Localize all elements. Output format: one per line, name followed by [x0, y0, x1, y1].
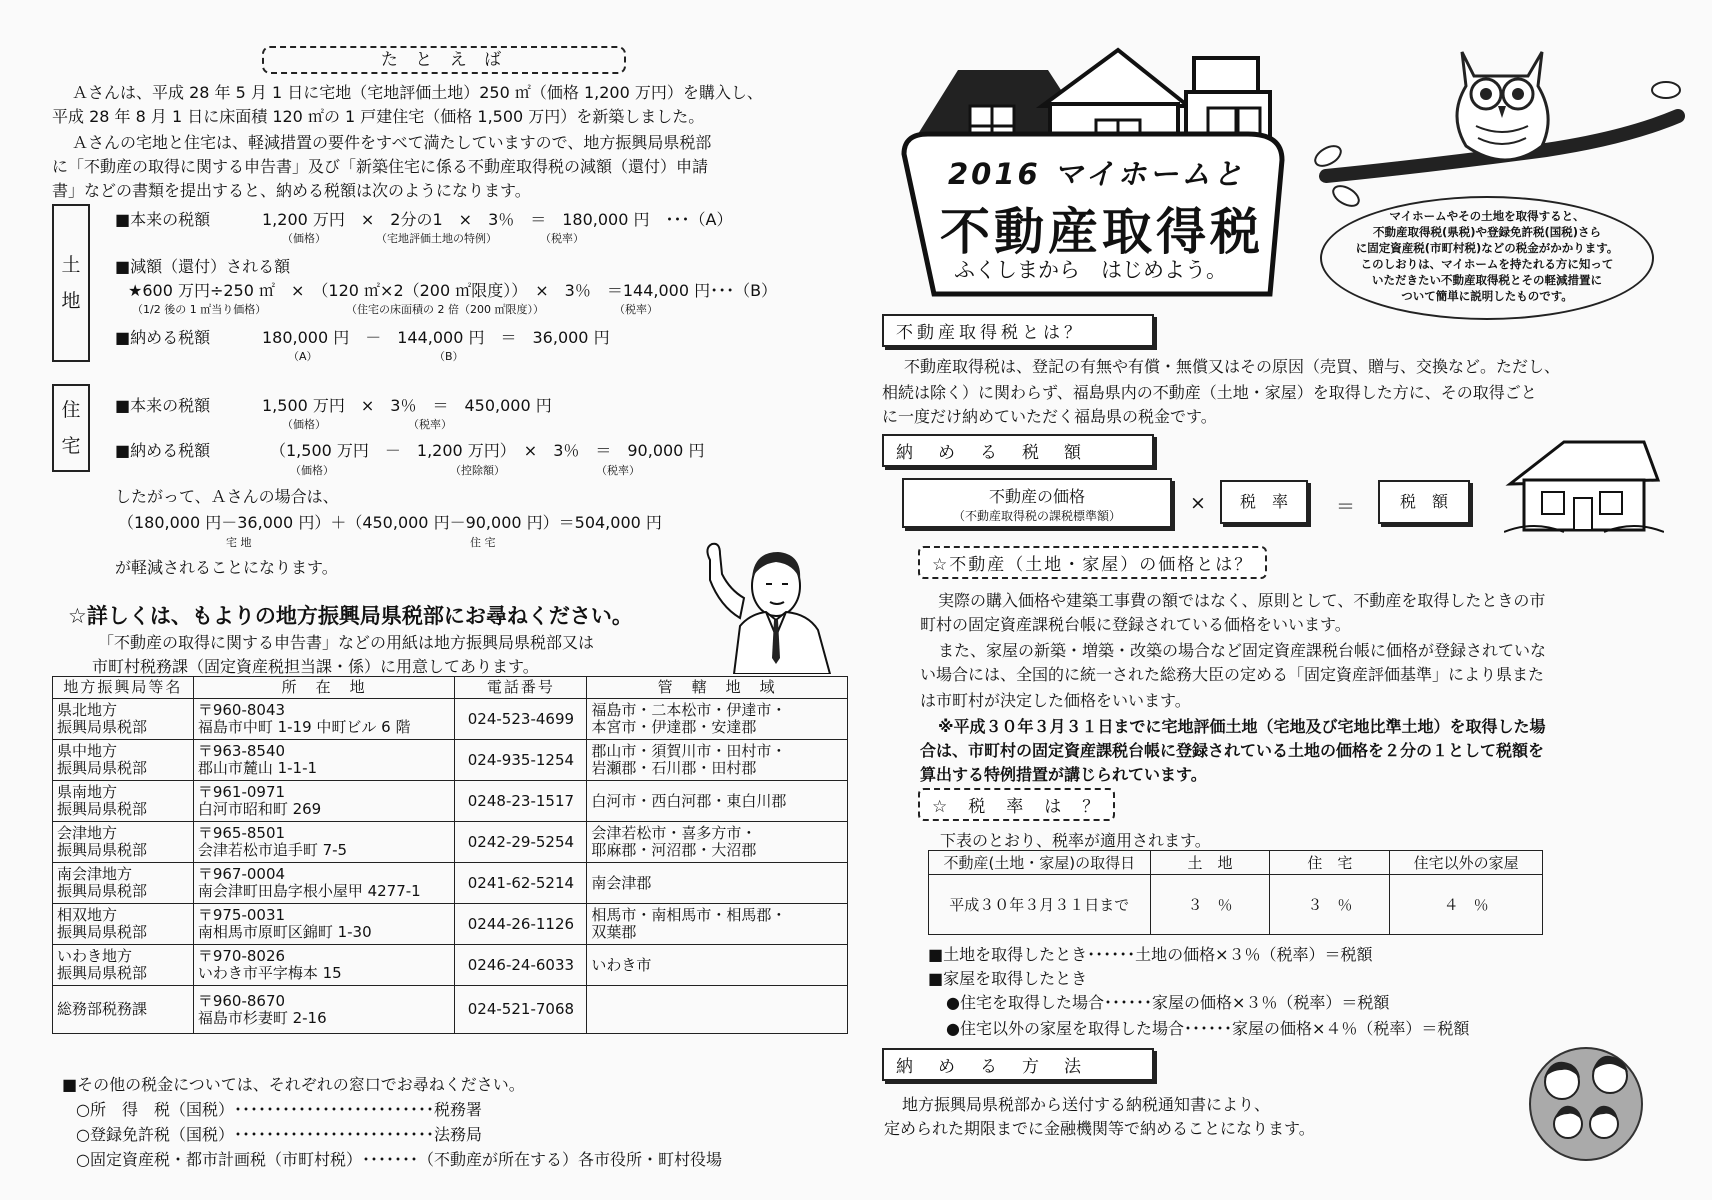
rate-intro: 下表のとおり、税率が適用されます。 — [940, 831, 1211, 850]
intro-line-4: に「不動産の取得に関する申告書」及び「新築住宅に係る不動産取得税の減額（還付）申請 — [52, 157, 709, 176]
formula-rate: 税 率 — [1239, 492, 1288, 511]
title-line-1: 2016 マイホームと — [948, 157, 1246, 191]
family-illustration — [1506, 1034, 1666, 1164]
section-what-is: 不動産取得税とは？ — [882, 314, 1154, 347]
section-how-to-pay: 納 め る 方 法 — [882, 1048, 1154, 1081]
owl-bubble: マイホームやその土地を取得すると、 不動産取得税(県税)や登録免許税(国税)さら に固定資産税(市町村税)などの税金がかかります。 このしおりは、マイホームを持たれる方に知って いただきたい不動産取得税とその軽減措置に ついて簡単に説明したものです。 — [1320, 196, 1654, 320]
contact-heading: ☆詳しくは、もよりの地方振興局県税部にお尋ねください。 — [68, 604, 633, 628]
businessman-illustration — [690, 540, 850, 674]
table-row: 県南地方 振興局県税部 〒961-0971 白河市昭和町 269 0248-23-1517 白河市・西白河郡・東白川郡 — [53, 781, 848, 822]
offices-header-row — [53, 677, 848, 699]
rate-note-1: ■土地を取得したとき･･････土地の価格×３％（税率）＝税額 — [928, 945, 1373, 964]
intro-line-2: 平成 28 年 8 月 1 日に床面積 120 ㎡の 1 戸建住宅（価格 1,500 万円）を新築しました。 — [52, 107, 705, 126]
rates-table — [928, 850, 1543, 935]
rates-header-row: 不動産(土地・家屋)の取得日 土 地 住 宅 住宅以外の家屋 — [929, 851, 1543, 875]
conclusion-line-3: が軽減されることになります。 — [115, 558, 338, 577]
price-question-title: ☆不動産（土地・家屋）の価格とは？ — [918, 546, 1267, 579]
house-orig-formula: 1,500 万円 × 3％ ＝ 450,000 円 — [262, 396, 552, 415]
table-row: 県中地方 振興局県税部 〒963-8540 郡山市麓山 1-1-1 024-935-1254 郡山市・須賀川市・田村市・ 岩瀬郡・石川郡・田村郡 — [53, 740, 848, 781]
table-row: 相双地方 振興局県税部 〒975-0031 南相馬市原町区錦町 1-30 0244-26-1126 相馬市・南相馬市・相馬郡・ 双葉郡 — [53, 904, 848, 945]
intro-line-5: 書」などの書類を提出すると、納める税額は次のようになります。 — [52, 181, 531, 200]
table-row: 平成３０年３月３１日まで ３ ％ ３ ％ ４ ％ — [929, 875, 1543, 935]
conclusion-note-house: 住 宅 — [470, 536, 496, 549]
price-line-2: 町村の固定資産課税台帳に登録されている価格をいいます。 — [920, 615, 1351, 634]
land-reduce-label: ■減額（還付）される額 — [115, 257, 291, 276]
house-pay-note-3: （税率） — [596, 464, 640, 477]
col-area: 管 轄 地 域 — [587, 677, 848, 699]
formula-tax: 税 額 — [1399, 492, 1448, 511]
what-is-line-2: 相続は除く）に関わらず、福島県内の不動産（土地・家屋）を取得した方に、その取得ごと — [882, 383, 1537, 402]
section-tax-amount: 納 め る 税 額 — [882, 434, 1154, 467]
table-row: 南会津地方 振興局県税部 〒967-0004 南会津町田島字根小屋甲 4277-1 0241-62-5214 南会津郡 — [53, 863, 848, 904]
conclusion-note-land: 宅 地 — [226, 536, 252, 549]
formula-rate-box — [1220, 480, 1308, 524]
other-tax-1: ○所 得 税（国税）･････････････････････････税務署 — [76, 1100, 482, 1119]
formula-times: × — [1190, 492, 1206, 514]
land-pay-label: ■納める税額 — [115, 328, 211, 347]
house-orig-note-2: （税率） — [408, 418, 452, 431]
formula-equals: ＝ — [1336, 496, 1356, 518]
table-row: 総務部税務課 〒960-8670 福島市杉妻町 2-16 024-521-7068 — [53, 986, 848, 1034]
land-label: 土 地 — [52, 204, 90, 362]
land-orig-formula: 1,200 万円 × 2分の1 × 3％ ＝ 180,000 円 ･･･（A） — [262, 210, 733, 229]
price-line-5: は市町村が決定した価格をいいます。 — [920, 691, 1191, 710]
col-address: 所 在 地 — [193, 677, 455, 699]
land-reduce-formula: ★600 万円÷250 ㎡ × （120 ㎡×2（200 ㎡限度）） × 3％ ＝144,000 円･･･（B） — [128, 281, 778, 300]
intro-line-3: Ａさんの宅地と住宅は、軽減措置の要件をすべて満たしていますので、地方振興局県税部 — [72, 133, 712, 152]
how-to-pay-line-1: 地方振興局県税部から送付する納税通知書により、 — [902, 1095, 1271, 1114]
other-taxes-heading: ■その他の税金については、それぞれの窓口でお尋ねください。 — [62, 1075, 525, 1094]
house-orig-note-1: （価格） — [282, 418, 326, 431]
price-line-7: 合は、市町村の固定資産課税台帳に登録されている土地の価格を２分の１として税額を — [920, 741, 1545, 760]
house-pay-label: ■納める税額 — [115, 441, 211, 460]
contact-sub-2: 市町村税務課（固定資産税担当課・係）に用意してあります。 — [92, 657, 539, 676]
what-is-line-1: 不動産取得税は、登記の有無や有償・無償又はその原因（売買、贈与、交換など。ただし、 — [904, 357, 1561, 376]
how-to-pay-line-2: 定められた期限までに金融機関等で納めることになります。 — [884, 1119, 1315, 1138]
land-reduce-note-3: （税率） — [614, 303, 658, 316]
rate-note-2: ■家屋を取得したとき — [928, 969, 1088, 988]
example-title-box — [262, 46, 626, 74]
house-pay-note-1: （価格） — [290, 464, 334, 477]
price-line-1: 実際の購入価格や建築工事費の額ではなく、原則として、不動産を取得したときの市 — [938, 591, 1546, 610]
house-pay-note-2: （控除額） — [450, 464, 505, 477]
what-is-line-3: に一度だけ納めていただく福島県の税金です。 — [882, 407, 1217, 426]
offices-table — [52, 676, 848, 1034]
col-office: 地方振興局等名 — [53, 677, 194, 699]
price-line-3: また、家屋の新築・増築・改築の場合など固定資産課税台帳に価格が登録されていな — [938, 641, 1547, 660]
land-orig-label: ■本来の税額 — [115, 210, 211, 229]
conclusion-line-1: したがって、Ａさんの場合は、 — [115, 487, 339, 506]
title-line-3: ふくしまから はじめよう。 — [954, 258, 1227, 282]
land-pay-note-1: （A） — [288, 350, 318, 363]
table-row: いわき地方 振興局県税部 〒970-8026 いわき市平字梅本 15 0246-24-6033 いわき市 — [53, 945, 848, 986]
land-orig-note-2: （宅地評価土地の特例） — [376, 232, 497, 245]
house-label: 住 宅 — [52, 384, 90, 472]
owl-illustration — [1306, 46, 1686, 218]
conclusion-line-2: （180,000 円－36,000 円）＋（450,000 円－90,000 円）＝504,000 円 — [118, 513, 662, 532]
price-line-6: ※平成３０年３月３１日までに宅地評価土地（宅地及び宅地比準土地）を取得した場 — [938, 717, 1546, 736]
example-title: た と え ば — [380, 50, 508, 70]
rate-note-4: ●住宅以外の家屋を取得した場合･･････家屋の価格×４％（税率）＝税額 — [946, 1019, 1470, 1038]
title-line-2: 不動産取得税 — [940, 203, 1264, 261]
land-pay-note-2: （B） — [434, 350, 464, 363]
formula-price-sub: （不動産取得税の課税標準額） — [952, 509, 1121, 523]
formula-tax-box — [1378, 480, 1470, 524]
intro-line-1: Ａさんは、平成 28 年 5 月 1 日に宅地（宅地評価土地）250 ㎡（価格 1,200 万円）を購入し、 — [72, 83, 763, 102]
other-tax-2: ○登録免許税（国税）･････････････････････････法務局 — [76, 1125, 482, 1144]
contact-sub-1: 「不動産の取得に関する申告書」などの用紙は地方振興局県税部又は — [98, 633, 595, 652]
formula-price: 不動産の価格 — [988, 487, 1085, 506]
small-house-illustration — [1504, 428, 1664, 538]
rate-question-title: ☆ 税 率 は ？ — [918, 788, 1115, 821]
table-row: 会津地方 振興局県税部 〒965-8501 会津若松市追手町 7-5 0242-29-5254 会津若松市・喜多方市・ 耶麻郡・河沼郡・大沼郡 — [53, 822, 848, 863]
price-line-4: い場合には、全国的に統一された総務大臣の定める「固定資産評価基準」により県また — [920, 665, 1545, 684]
price-line-8: 算出する特例措置が講じられています。 — [920, 765, 1207, 784]
rate-note-3: ●住宅を取得した場合･･････家屋の価格×３％（税率）＝税額 — [946, 993, 1390, 1012]
table-row: 県北地方 振興局県税部 〒960-8043 福島市中町 1-19 中町ビル 6 階 024-523-4699 福島市・二本松市・伊達市・ 本宮市・伊達郡・安達郡 — [53, 699, 848, 740]
land-orig-note-1: （価格） — [282, 232, 326, 245]
other-tax-3: ○固定資産税・都市計画税（市町村税）･･･････（不動産が所在する）各市役所・町村役場 — [76, 1150, 722, 1169]
house-pay-formula: （1,500 万円 － 1,200 万円） × 3％ ＝ 90,000 円 — [270, 441, 705, 460]
land-reduce-note-1: （1/2 後の 1 ㎡当り価格） — [132, 303, 267, 316]
house-orig-label: ■本来の税額 — [115, 396, 211, 415]
formula-price-box — [902, 478, 1172, 528]
land-reduce-note-2: （住宅の床面積の 2 倍（200 ㎡限度）） — [346, 303, 544, 316]
col-tel: 電話番号 — [455, 677, 587, 699]
land-orig-note-3: （税率） — [540, 232, 584, 245]
land-pay-formula: 180,000 円 － 144,000 円 ＝ 36,000 円 — [262, 328, 610, 347]
